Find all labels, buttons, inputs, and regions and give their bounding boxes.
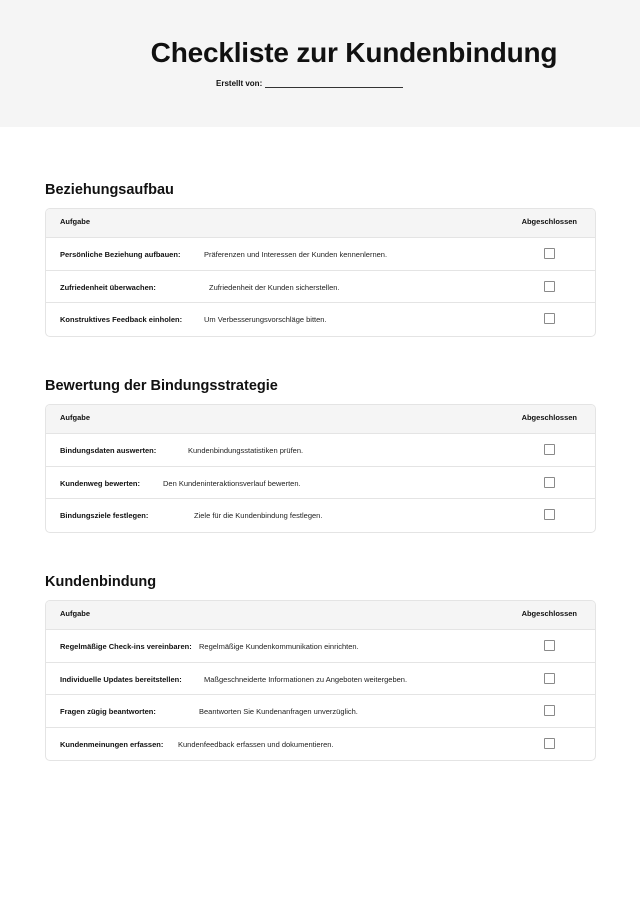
task-description: Kundenfeedback erfassen und dokumentieren. [178, 739, 334, 749]
task-label: Bindungsdaten auswerten: [60, 446, 157, 455]
section-customer-engagement [45, 572, 596, 761]
task-description: Um Verbesserungsvorschläge bitten. [204, 315, 327, 324]
task-label: Zufriedenheit überwachen: [60, 282, 156, 292]
column-header-done: Abgeschlossen [521, 217, 577, 226]
column-header-done: Abgeschlossen [521, 609, 577, 618]
page-title: Checkliste zur Kundenbindung [150, 37, 558, 68]
task-label: Regelmäßige Check-ins vereinbaren: [60, 642, 192, 651]
table-row [46, 271, 595, 304]
completed-checkbox[interactable] [544, 313, 555, 324]
table-row [46, 695, 595, 728]
column-header-task: Aufgabe [60, 609, 90, 618]
column-header-done: Abgeschlossen [521, 413, 577, 422]
table-row [46, 499, 595, 532]
column-header-task: Aufgabe [60, 217, 90, 226]
checklist-table [45, 208, 596, 337]
completed-checkbox[interactable] [544, 673, 555, 684]
task-description: Präferenzen und Interessen der Kunden kennenlernen. [204, 250, 388, 259]
task-label: Individuelle Updates bereitstellen: [60, 674, 182, 684]
table-header [46, 209, 595, 238]
column-header-task: Aufgabe [60, 413, 90, 422]
checklist-table [45, 404, 596, 533]
task-description: Den Kundeninteraktionsverlauf bewerten. [163, 478, 301, 488]
task-label: Kundenweg bewerten: [60, 478, 141, 488]
task-label: Fragen zügig beantworten: [60, 707, 156, 716]
section-title: Bewertung der Bindungsstrategie [45, 378, 278, 394]
completed-checkbox[interactable] [544, 444, 555, 455]
completed-checkbox[interactable] [544, 248, 555, 259]
task-description: Zufriedenheit der Kunden sicherstellen. [209, 282, 340, 292]
table-row [46, 434, 595, 467]
table-header [46, 405, 595, 434]
completed-checkbox[interactable] [544, 509, 555, 520]
author-input-line[interactable] [265, 80, 403, 88]
section-title: Beziehungsaufbau [45, 182, 174, 198]
task-description: Beantworten Sie Kundenanfragen unverzüglich. [199, 707, 358, 716]
author-field [216, 79, 403, 88]
task-description: Regelmäßige Kundenkommunikation einrichten. [199, 642, 359, 651]
completed-checkbox[interactable] [544, 281, 555, 292]
table-row [46, 238, 595, 271]
task-label: Kundenmeinungen erfassen: [60, 739, 164, 749]
task-label: Konstruktives Feedback einholen: [60, 315, 183, 324]
author-label: Erstellt von: [216, 79, 263, 88]
table-row [46, 630, 595, 663]
completed-checkbox[interactable] [544, 477, 555, 488]
completed-checkbox[interactable] [544, 640, 555, 651]
task-description: Maßgeschneiderte Informationen zu Angeboten weitergeben. [204, 674, 408, 684]
completed-checkbox[interactable] [544, 738, 555, 749]
document-header [0, 0, 640, 127]
table-header [46, 601, 595, 630]
section-title: Kundenbindung [45, 574, 157, 590]
checklist-table [45, 600, 596, 761]
section-retention-strategy [45, 376, 596, 533]
task-label: Bindungsziele festlegen: [60, 511, 149, 520]
task-description: Kundenbindungsstatistiken prüfen. [188, 446, 304, 455]
section-relationship-building [45, 180, 596, 337]
table-row [46, 728, 595, 761]
task-label: Persönliche Beziehung aufbauen: [60, 250, 181, 259]
table-row [46, 467, 595, 500]
table-row [46, 663, 595, 696]
completed-checkbox[interactable] [544, 705, 555, 716]
table-row [46, 303, 595, 336]
task-description: Ziele für die Kundenbindung festlegen. [194, 511, 323, 520]
